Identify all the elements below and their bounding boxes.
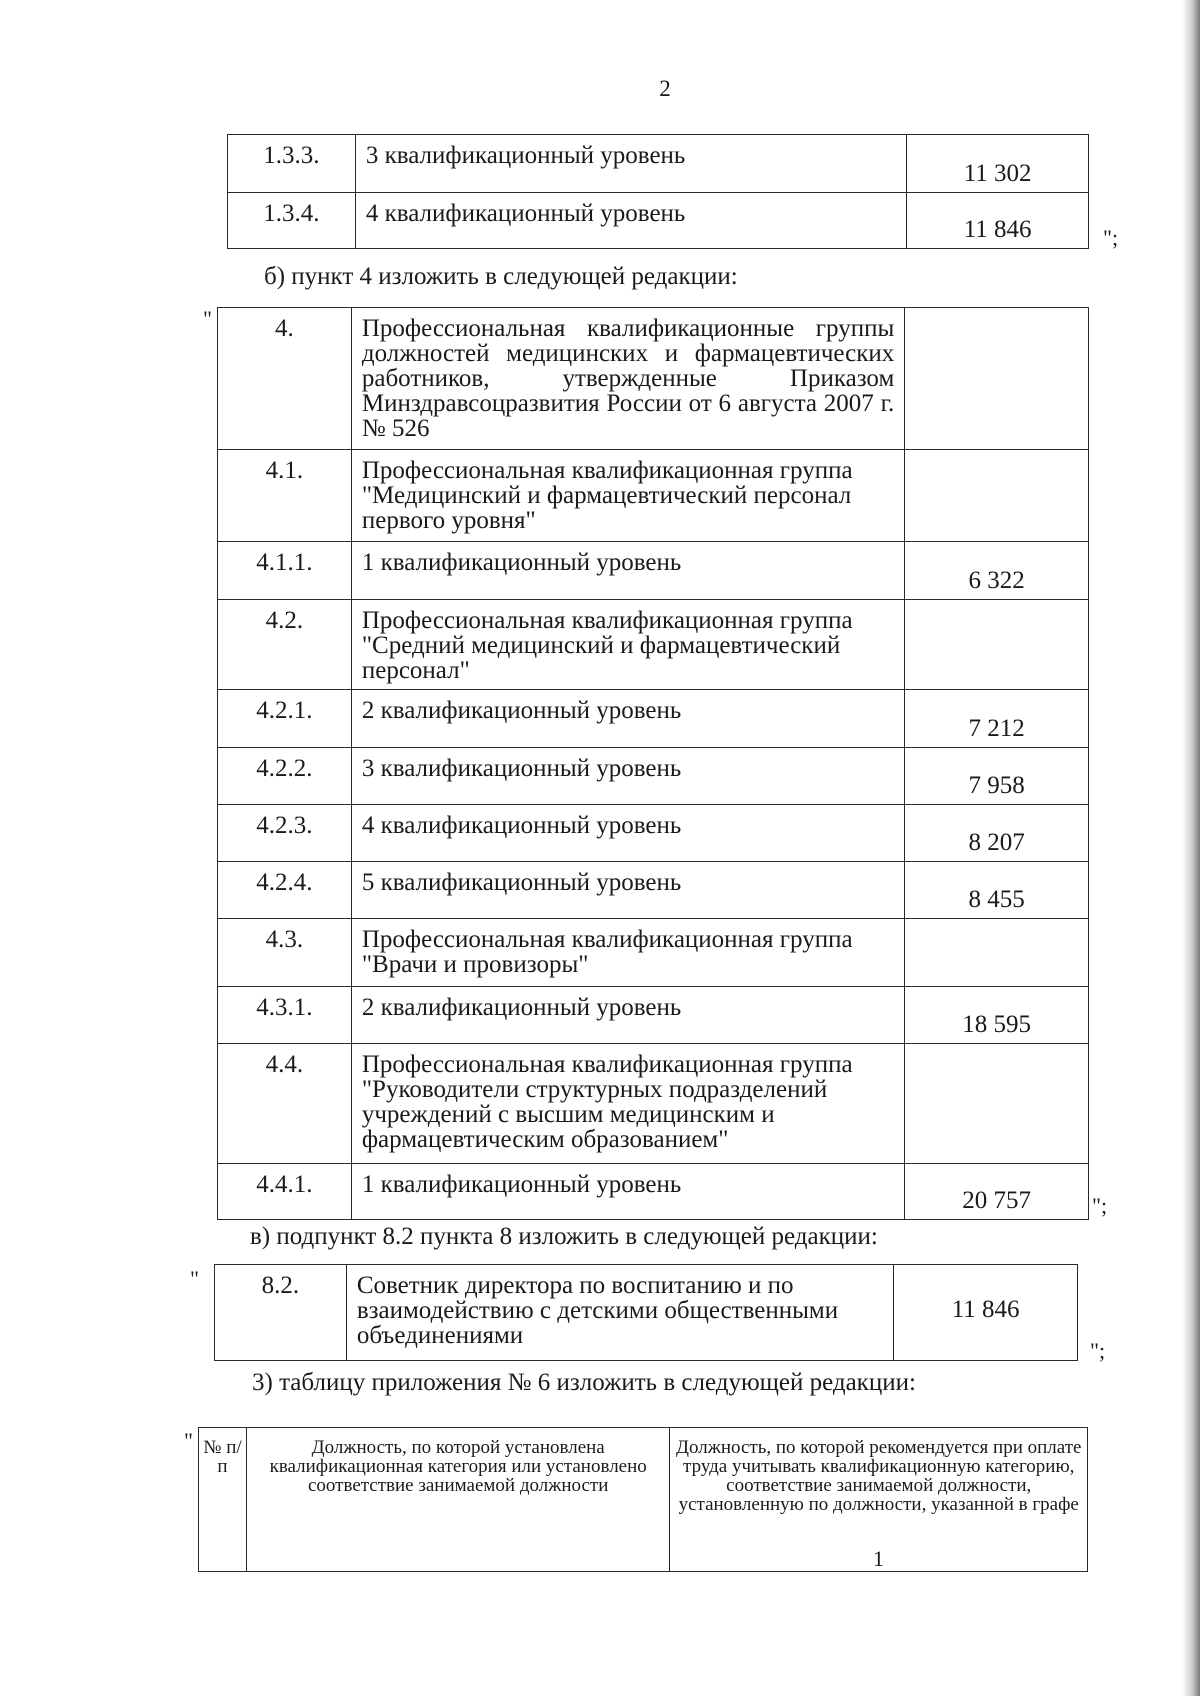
row-value: 20 757 <box>905 1164 1089 1220</box>
row-number: 4.1. <box>218 450 352 542</box>
table-row <box>215 1265 1078 1361</box>
closing-quote: "; <box>1090 1338 1106 1363</box>
scan-edge-shadow <box>1182 0 1200 1696</box>
row-value <box>905 308 1089 450</box>
paragraph-3: 3) таблицу приложения № 6 изложить в следующей редакции: <box>252 1369 916 1396</box>
row-value <box>905 450 1089 542</box>
table-appendix-6 <box>198 1427 1088 1572</box>
row-number: 4.3. <box>218 919 352 987</box>
row-name: 4 квалификационный уровень <box>351 805 904 862</box>
row-value: 11 846 <box>907 193 1089 249</box>
paragraph-v: в) подпункт 8.2 пункта 8 изложить в следующей редакции: <box>250 1223 878 1250</box>
row-name: 2 квалификационный уровень <box>351 987 904 1044</box>
table-row <box>228 193 1089 249</box>
row-number: 1.3.4. <box>228 193 356 249</box>
row-name: 1 квалификационный уровень <box>351 542 904 600</box>
table-row <box>218 690 1089 748</box>
row-number: 4.2. <box>218 600 352 690</box>
page-number: 2 <box>659 76 671 101</box>
table-row <box>218 987 1089 1044</box>
table-row <box>218 542 1089 600</box>
row-name: 3 квалификационный уровень <box>355 135 906 193</box>
opening-quote: " <box>184 1428 193 1453</box>
table-row <box>218 805 1089 862</box>
paragraph-b: б) пункт 4 изложить в следующей редакции: <box>264 263 738 290</box>
row-name: Профессиональная квалификационные группы должностей медицинских и фармацевтических работников, утвержденные Приказом Минздравсоцразвития России от 6 августа 2007 г. № 526 <box>351 308 904 450</box>
row-name: Профессиональная квалификационная группа "Медицинский и фармацевтический персонал первого уровня" <box>351 450 904 542</box>
opening-quote: " <box>190 1266 199 1291</box>
row-value: 7 958 <box>905 748 1089 805</box>
column-footnote: 1 <box>873 1546 884 1571</box>
table-header-row <box>199 1428 1088 1572</box>
row-value <box>905 919 1089 987</box>
table-8-2 <box>214 1264 1078 1361</box>
table-row <box>218 450 1089 542</box>
row-value: 18 595 <box>905 987 1089 1044</box>
row-number: 4.4. <box>218 1044 352 1164</box>
row-number: 4.2.1. <box>218 690 352 748</box>
row-value: 11 302 <box>907 135 1089 193</box>
row-value: 6 322 <box>905 542 1089 600</box>
table-row <box>218 862 1089 919</box>
row-number: 4.2.4. <box>218 862 352 919</box>
table-row <box>218 308 1089 450</box>
table-top <box>227 134 1089 249</box>
row-value: 11 846 <box>894 1265 1078 1361</box>
row-name: 4 квалификационный уровень <box>355 193 906 249</box>
row-number: 8.2. <box>215 1265 347 1361</box>
row-name: Профессиональная квалификационная группа "Средний медицинский и фармацевтический персонал" <box>351 600 904 690</box>
row-number: 4.3.1. <box>218 987 352 1044</box>
row-name: Профессиональная квалификационная группа "Руководители структурных подразделений учреждений с высшим медицинским и фармацевтическим образованием" <box>351 1044 904 1164</box>
row-number: 4.2.3. <box>218 805 352 862</box>
row-value: 7 212 <box>905 690 1089 748</box>
row-number: 1.3.3. <box>228 135 356 193</box>
header-qualified-position: Должность, по которой установлена квалификационная категория или установлено соответствие занимаемой должности <box>246 1428 670 1572</box>
row-value <box>905 600 1089 690</box>
row-number: 4.4.1. <box>218 1164 352 1220</box>
row-name: 3 квалификационный уровень <box>351 748 904 805</box>
closing-quote: "; <box>1103 225 1119 250</box>
table-row <box>228 135 1089 193</box>
row-value <box>905 1044 1089 1164</box>
row-number: 4.1.1. <box>218 542 352 600</box>
table-row <box>218 1044 1089 1164</box>
row-name: 5 квалификационный уровень <box>351 862 904 919</box>
table-row <box>218 1164 1089 1220</box>
row-name: 1 квалификационный уровень <box>351 1164 904 1220</box>
row-number: 4.2.2. <box>218 748 352 805</box>
row-value: 8 455 <box>905 862 1089 919</box>
table-row <box>218 600 1089 690</box>
opening-quote: " <box>203 306 212 331</box>
closing-quote: "; <box>1092 1193 1108 1218</box>
header-number: № п/п <box>199 1428 247 1572</box>
table-row <box>218 919 1089 987</box>
header-recommended-position: Должность, по которой рекомендуется при оплате труда учитывать квалификационную категорию, соответствие занимаемой должности, установленную по должности, указанной в графе <box>670 1428 1088 1572</box>
row-number: 4. <box>218 308 352 450</box>
table-row <box>218 748 1089 805</box>
row-name: Профессиональная квалификационная группа "Врачи и провизоры" <box>351 919 904 987</box>
row-value: 8 207 <box>905 805 1089 862</box>
row-name: Советник директора по воспитанию и по взаимодействию с детскими общественными объединениями <box>346 1265 893 1361</box>
table-point-4 <box>217 307 1089 1220</box>
row-name: 2 квалификационный уровень <box>351 690 904 748</box>
